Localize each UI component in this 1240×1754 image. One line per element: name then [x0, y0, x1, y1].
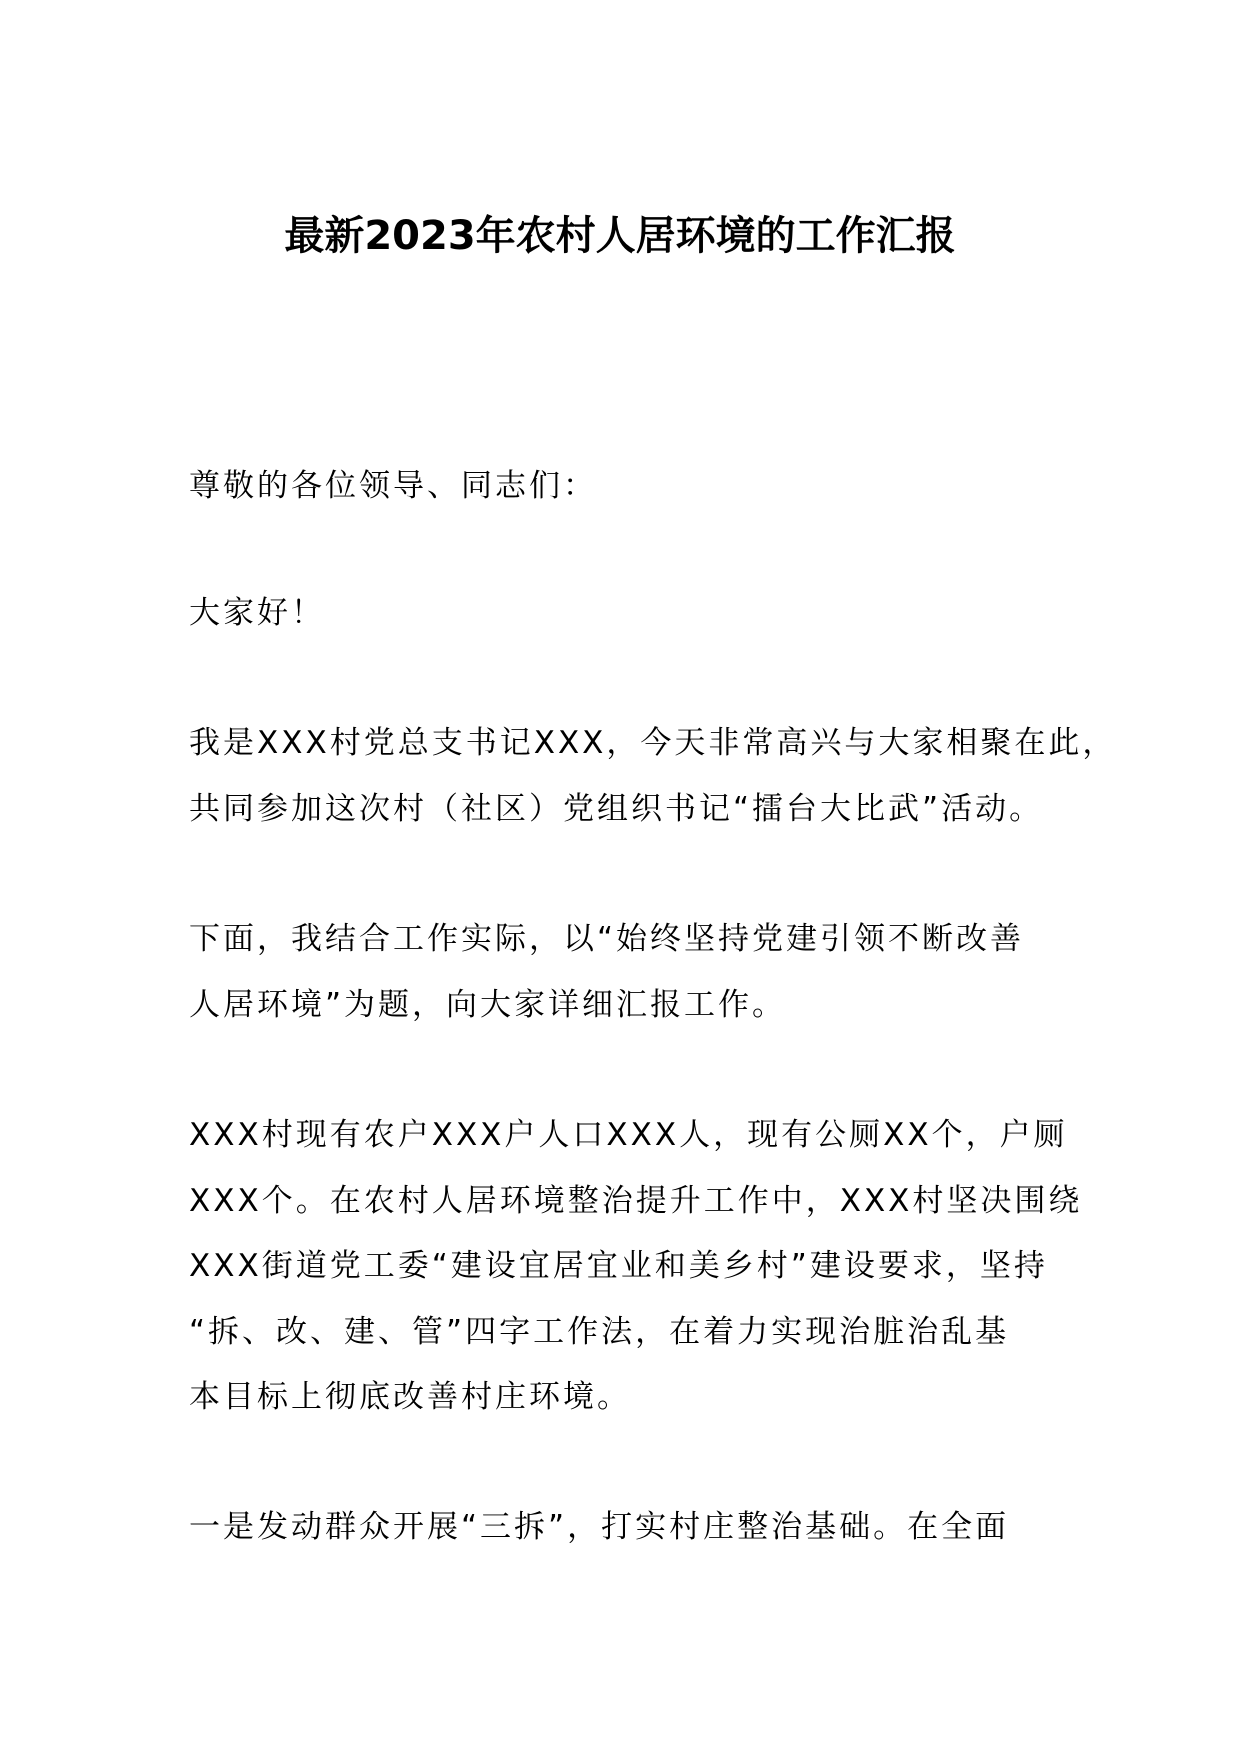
text-line: 本目标上彻底改善村庄环境。: [189, 1379, 631, 1415]
paragraph-point-one: [189, 1495, 1089, 1561]
text-line: 一是发动群众开展“三拆”，打实村庄整治基础。在全面: [189, 1509, 1010, 1545]
greeting: [189, 581, 1089, 647]
paragraph-introduction: [189, 711, 1117, 842]
document-title: 最新2023年农村人居环境的工作汇报: [284, 213, 956, 259]
text-line: 下面，我结合工作实际，以“始终坚持党建引领不断改善: [189, 921, 1025, 957]
text-line: XXX个。在农村人居环境整治提升工作中，XXX村坚决围绕: [189, 1182, 1083, 1219]
text-line: 共同参加这次村（社区）党组织书记“擂台大比武”活动。: [189, 790, 1044, 827]
text-line: 人居环境”为题，向大家详细汇报工作。: [189, 986, 787, 1023]
paragraph-topic: [189, 907, 1089, 1038]
salutation: [189, 454, 1089, 520]
text-line: 大家好！: [189, 595, 325, 631]
text-line: “拆、改、建、管”四字工作法，在着力实现治脏治乱基: [189, 1313, 1010, 1350]
text-line: 我是XXX村党总支书记XXX，今天非常高兴与大家相聚在此，: [189, 725, 1117, 761]
text-line: XXX街道党工委“建设宜居宜业和美乡村”建设要求，坚持: [189, 1248, 1048, 1284]
text-line: XXX村现有农户XXX户人口XXX人，现有公厕XX个，户厕: [189, 1117, 1068, 1153]
paragraph-village-overview: [189, 1103, 1089, 1431]
text-line: 尊敬的各位领导、同志们：: [189, 468, 597, 504]
